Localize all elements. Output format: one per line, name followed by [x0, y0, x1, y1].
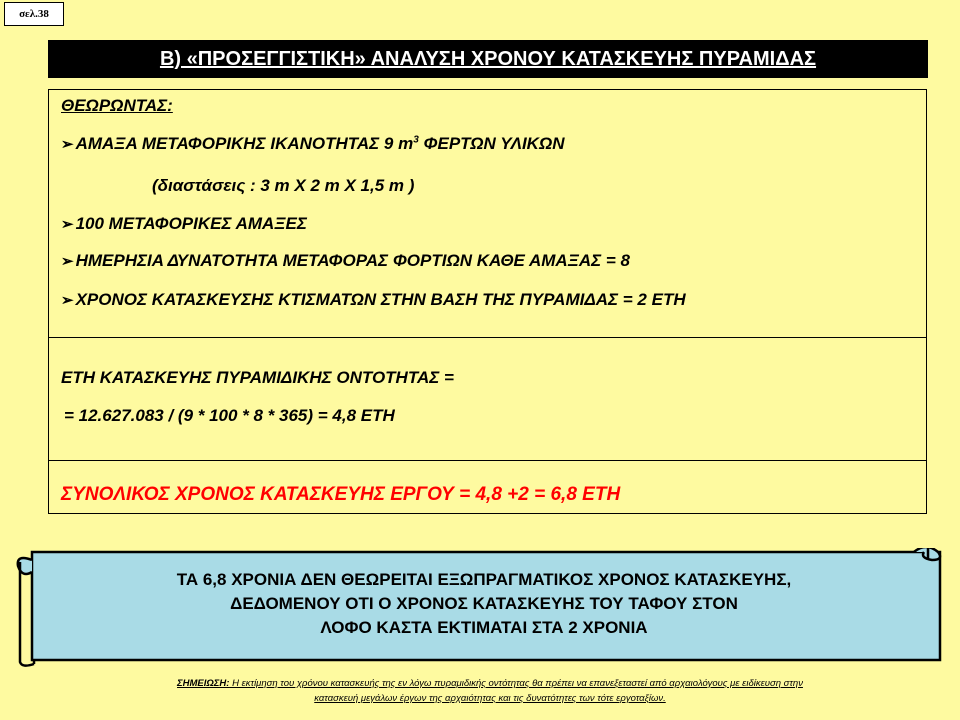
- footnote: [40, 676, 940, 706]
- scroll-line-1: ΤΑ 6,8 ΧΡΟΝΙΑ ΔΕΝ ΘΕΩΡΕΙΤΑΙ ΕΞΩΠΡΑΓΜΑΤΙΚΟΣ ΧΡΟΝΟΣ ΚΑΤΑΣΚΕΥΗΣ,: [176, 570, 792, 589]
- calculation-box: [48, 337, 927, 461]
- assumptions-heading: ΘΕΩΡΩΝΤΑΣ:: [61, 96, 173, 115]
- scroll-line-2: ΔΕΔΟΜΕΝΟΥ ΟΤΙ Ο ΧΡΟΝΟΣ ΚΑΤΑΣΚΕΥΗΣ ΤΟΥ ΤΑΦΟΥ ΣΤΟΝ: [230, 594, 738, 613]
- page-number-tag: σελ.38: [4, 2, 64, 26]
- assumptions-box: [48, 89, 927, 338]
- item3-text: ΗΜΕΡΗΣΙΑ ΔΥΝΑΤΟΤΗΤΑ ΜΕΤΑΦΟΡΑΣ ΦΟΡΤΙΩΝ ΚΑΘΕ ΑΜΑΞΑΣ = 8: [75, 251, 631, 270]
- calc-line-1: ΕΤΗ ΚΑΤΑΣΚΕΥΗΣ ΠΥΡΑΜΙΔΙΚΗΣ ΟΝΤΟΤΗΤΑΣ =: [61, 368, 454, 387]
- item2-text: 100 ΜΕΤΑΦΟΡΙΚΕΣ ΑΜΑΞΕΣ: [75, 214, 307, 233]
- bullet-arrow-icon: ➢: [61, 253, 74, 270]
- bullet-arrow-icon: ➢: [61, 136, 74, 153]
- item4-text: ΧΡΟΝΟΣ ΚΑΤΑΣΚΕΥΣΗΣ ΚΤΙΣΜΑΤΩΝ ΣΤΗΝ ΒΑΣΗ ΤΗΣ ΠΥΡΑΜΙΔΑΣ = 2 ΕΤΗ: [75, 290, 686, 309]
- bullet-arrow-icon: ➢: [61, 216, 74, 233]
- item1-prefix: ΑΜΑΞΑ ΜΕΤΑΦΟΡΙΚΗΣ ΙΚΑΝΟΤΗΤΑΣ 9 m: [75, 134, 414, 153]
- calc-line-2: = 12.627.083 / (9 * 100 * 8 * 365) = 4,8 ΕΤΗ: [64, 406, 395, 425]
- wagon-dimensions: (διαστάσεις : 3 m X 2 m X 1,5 m ): [152, 176, 415, 195]
- assumption-item-daily-loads: [61, 251, 630, 271]
- assumption-item-wagon: [61, 134, 565, 154]
- bullet-arrow-icon: ➢: [61, 292, 74, 309]
- item1-sup: 3: [413, 134, 419, 146]
- total-time-text: ΣΥΝΟΛΙΚΟΣ ΧΡΟΝΟΣ ΚΑΤΑΣΚΕΥΗΣ ΕΡΓΟΥ = 4,8 +2 = 6,8 ΕΤΗ: [61, 484, 621, 505]
- assumption-item-base-buildings: [61, 290, 686, 310]
- scroll-message: [54, 568, 914, 640]
- assumption-item-wagons-count: [61, 214, 307, 234]
- slide-title: Β) «ΠΡΟΣΕΓΓΙΣΤΙΚΗ» ΑΝΑΛΥΣΗ ΧΡΟΝΟΥ ΚΑΤΑΣΚΕΥΗΣ ΠΥΡΑΜΙΔΑΣ: [48, 40, 928, 78]
- note-line-2: κατασκευή μεγάλων έργων της αρχαιότητας και τις δυνατότητες των τότε εργοταξίων.: [314, 693, 666, 704]
- scroll-banner: [14, 548, 948, 668]
- total-box: [48, 460, 927, 514]
- item1-suffix: ΦΕΡΤΩΝ ΥΛΙΚΩΝ: [418, 134, 565, 153]
- note-line-1: Η εκτίμηση του χρόνου κατασκευής της εν λόγω πυραμιδικής οντότητας θα πρέπει να επανεξεταστεί από αρχαιολόγους με ειδίκευση στην: [229, 678, 803, 689]
- scroll-line-3: ΛΟΦΟ ΚΑΣΤΑ ΕΚΤΙΜΑΤΑΙ ΣΤΑ 2 ΧΡΟΝΙΑ: [320, 618, 648, 637]
- note-label: ΣΗΜΕΙΩΣΗ:: [177, 678, 230, 689]
